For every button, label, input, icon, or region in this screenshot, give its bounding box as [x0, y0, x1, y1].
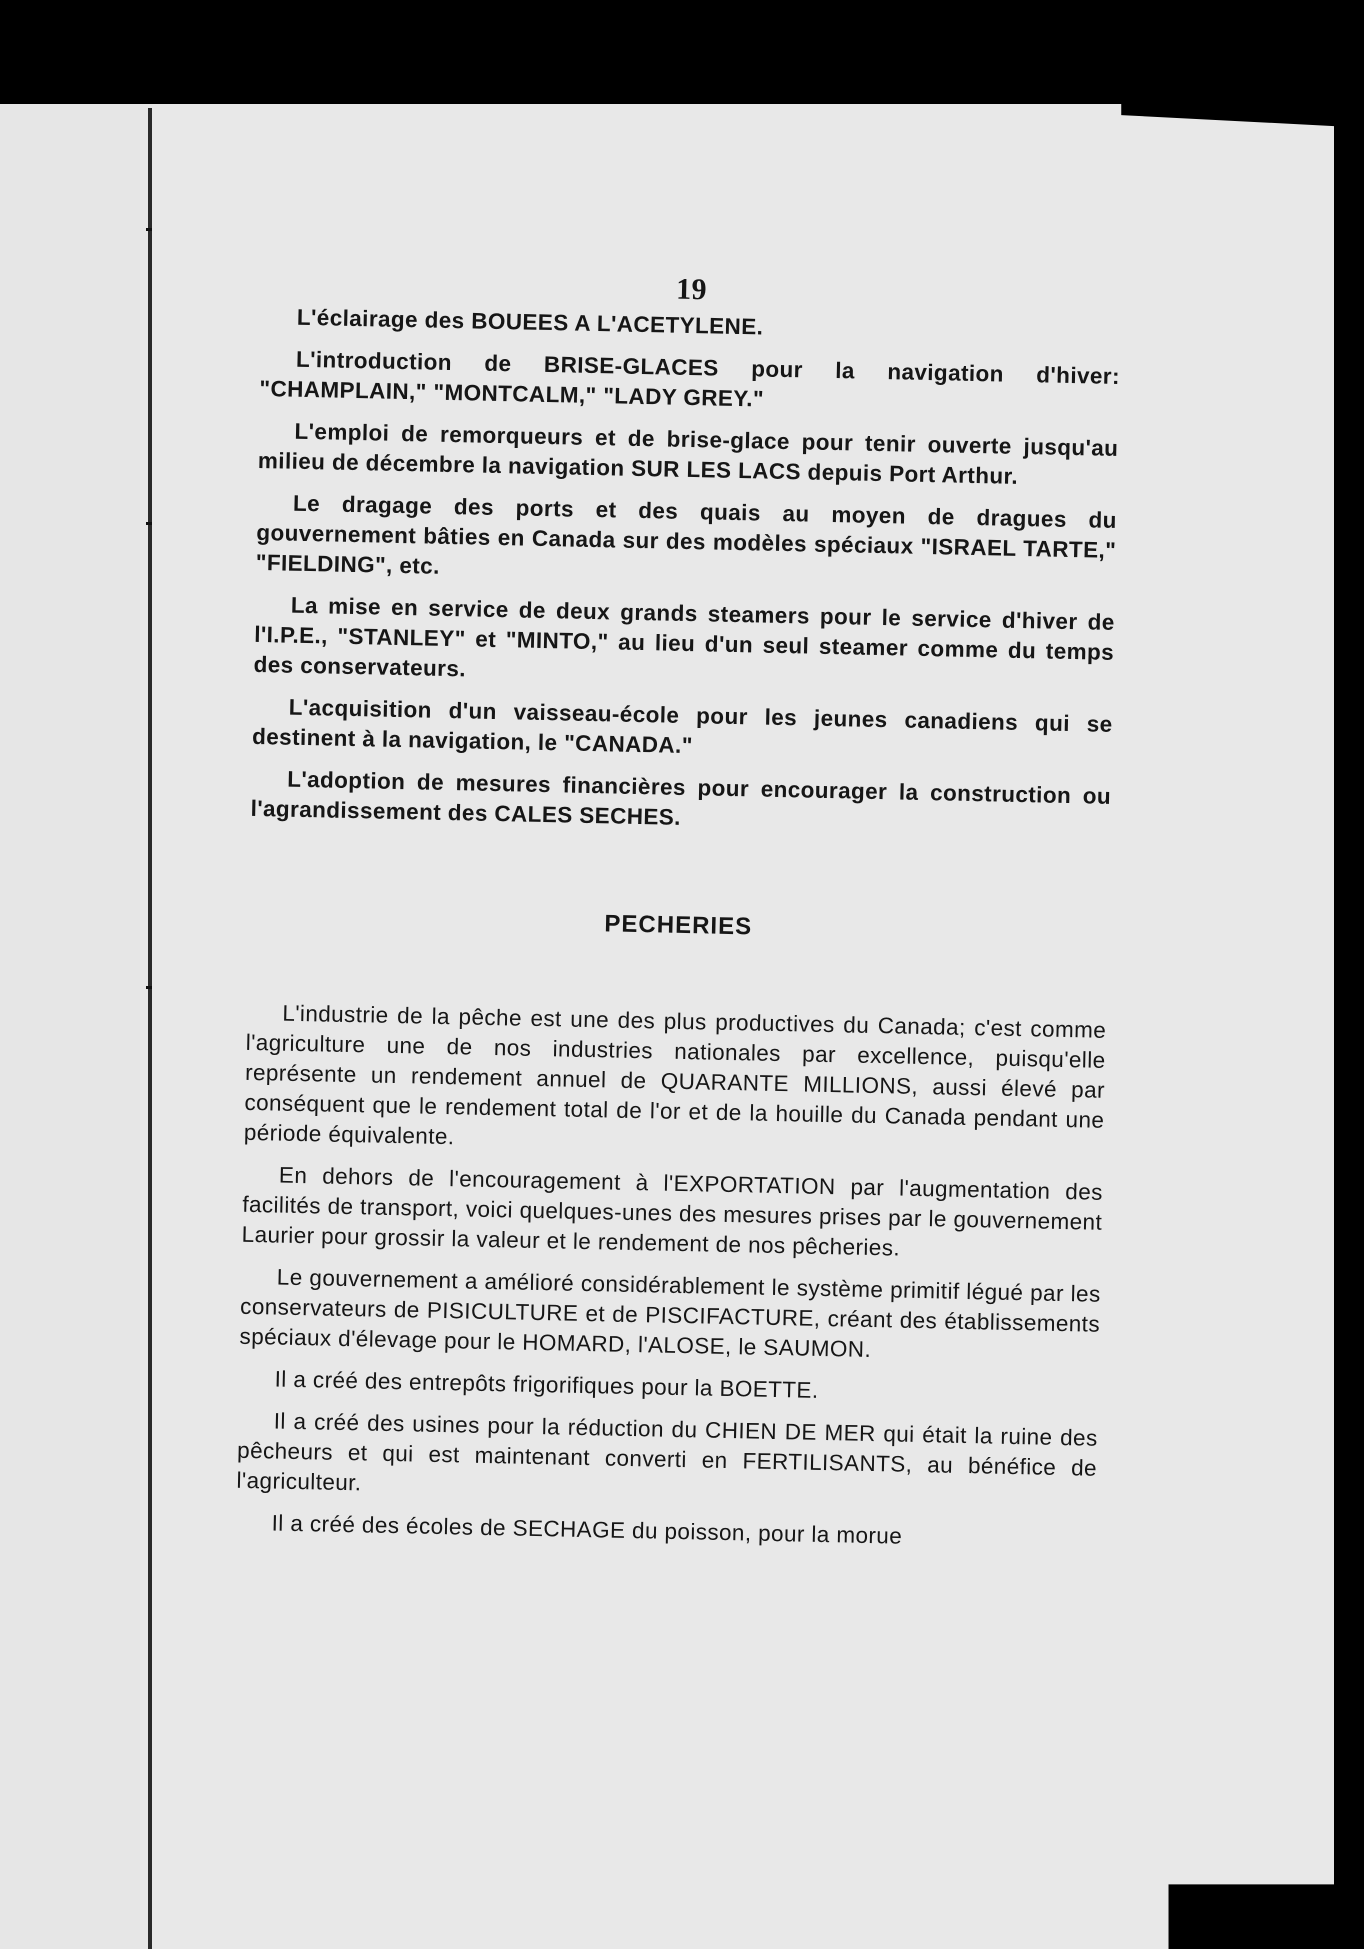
- paragraph: Il a créé des écoles de SECHAGE du poisson, pour la morue: [271, 1510, 903, 1549]
- paragraph: En dehors de l'encouragement à l'EXPORTATION par l'augmentation des facilités de transport, voici quelques-unes des mesures prises par le gouvernement Laurier pour grossir la valeur et le rendement de nos pêcheries.: [241, 1162, 1104, 1261]
- paragraph: Il a créé des entrepôts frigorifiques pour la BOETTE.: [274, 1366, 819, 1403]
- section-heading: PECHERIES: [604, 910, 753, 941]
- paragraph: Le gouvernement a amélioré considérablement le système primitif légué par les conservateurs de PISICULTURE et de PISCIFACTURE, créant des établissements spéciaux d'élevage pour le HOMARD, l'ALOSE, le SAUMON.: [239, 1264, 1101, 1362]
- left-page-edge: [0, 104, 152, 1949]
- paragraph: L'adoption de mesures financières pour encourager la construction ou l'agrandissement des CALES SECHES.: [250, 766, 1112, 830]
- paragraph: L'acquisition d'un vaisseau-école pour les jeunes canadiens qui se destinent à la navigation, le "CANADA.": [251, 694, 1113, 759]
- paragraph: L'éclairage des BOUEES A L'ACETYLENE.: [296, 304, 764, 340]
- paragraph: L'emploi de remorqueurs et de brise-glace pour tenir ouverte jusqu'au milieu de décembre la navigation SUR LES LACS depuis Port Arthur.: [257, 418, 1119, 489]
- paragraph: Il a créé des usines pour la réduction du CHIEN DE MER qui était la ruine des pêcheurs et qui est maintenant converti en FERTILISANTS, au bénéfice de l'agriculteur.: [236, 1408, 1098, 1496]
- paragraph: L'industrie de la pêche est une des plus productives du Canada; c'est comme l'agriculture une de nos industries nationales par excellence, puisqu'elle représente un rendement annuel de QUARANTE MILLIONS, aussi élevé par conséquent que le rendement total de l'or et de la houille du Canada pendant une période équivalente.: [243, 1000, 1107, 1150]
- page-text: [235, 266, 1122, 1568]
- page-number: 19: [675, 272, 708, 307]
- paragraph: L'introduction de BRISE-GLACES pour la navigation d'hiver: "CHAMPLAIN," "MONTCALM," "LADY GREY.": [259, 346, 1121, 412]
- paragraph: La mise en service de deux grands steamers pour le service d'hiver de l'I.P.E., "STANLEY" et "MINTO," au lieu d'un seul steamer comme du temps des conservateurs.: [253, 592, 1115, 682]
- paragraph: Le dragage des ports et des quais au moyen de dragues du gouvernement bâties en Canada sur des modèles spéciaux "ISRAEL TARTE," "FIELDING", etc.: [255, 490, 1118, 579]
